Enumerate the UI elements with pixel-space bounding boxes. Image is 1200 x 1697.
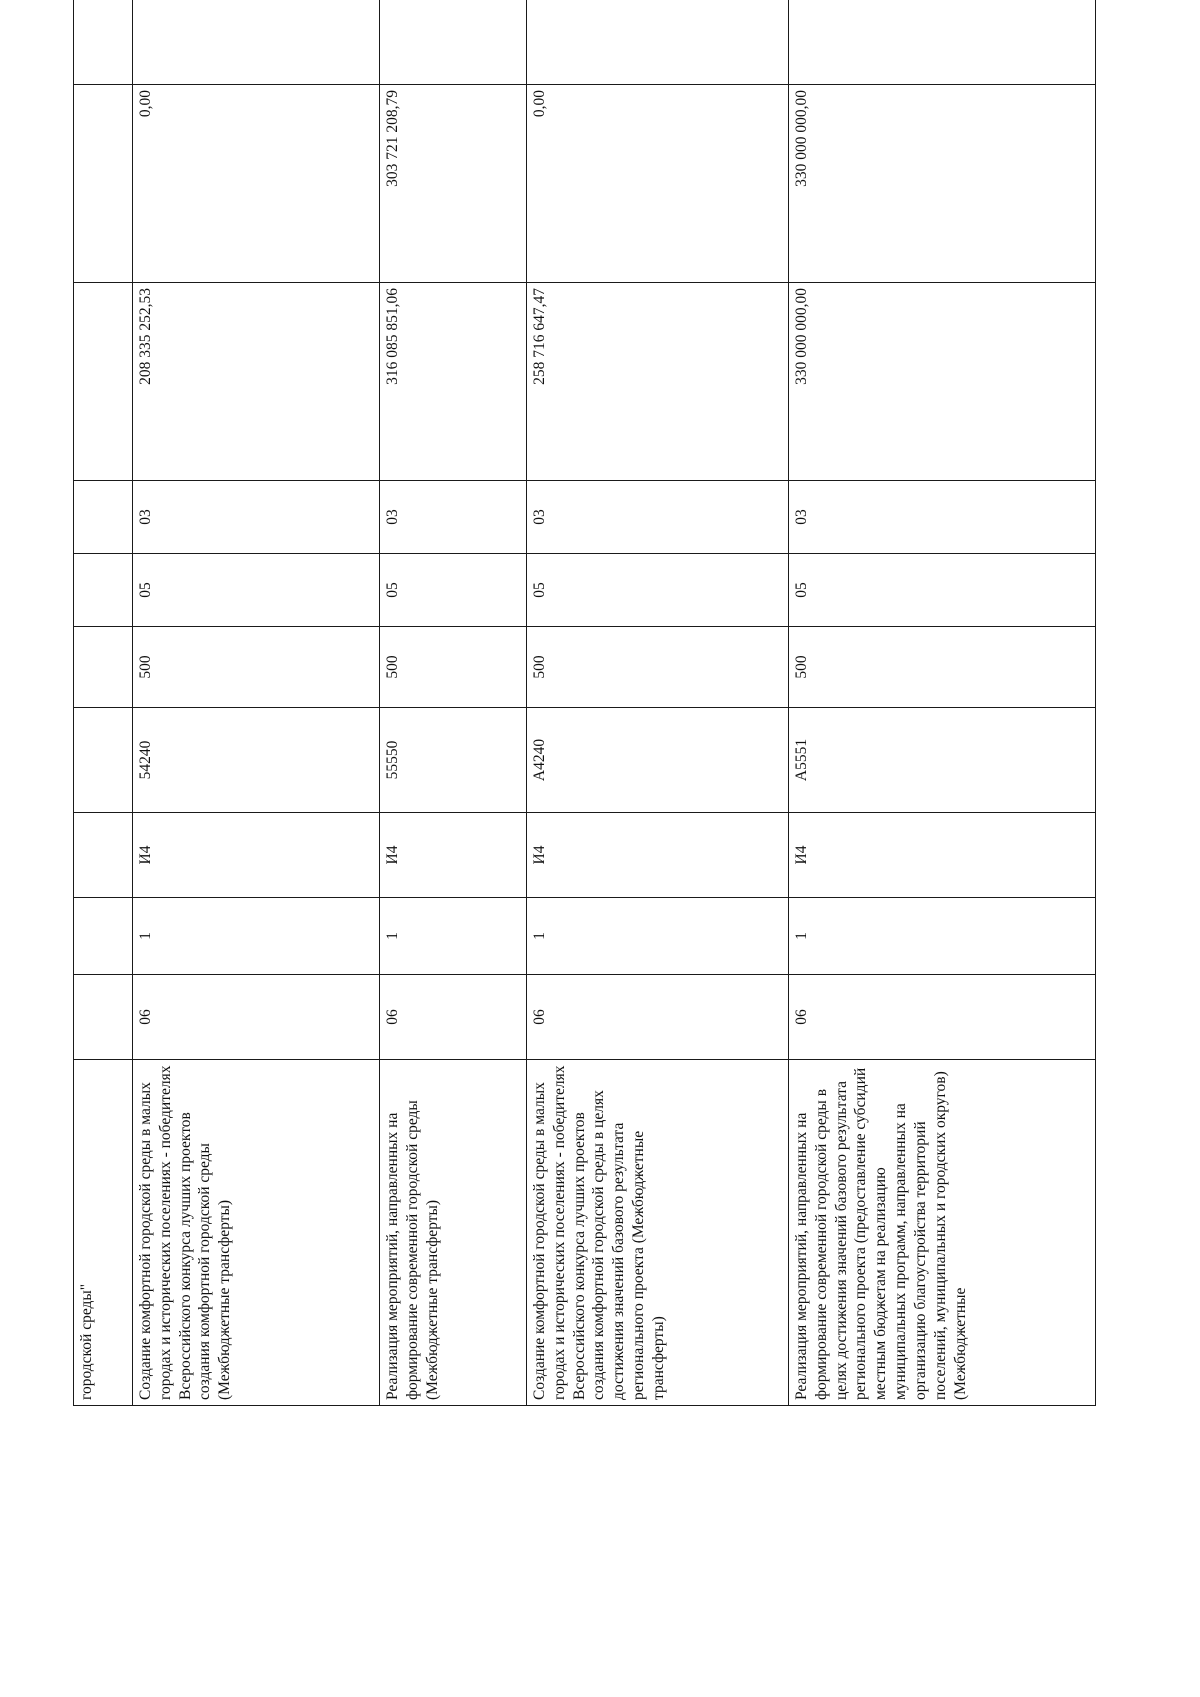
row-amount-year2: 0,00 — [133, 85, 380, 283]
row-code-section: 06 — [527, 975, 789, 1060]
row-title: Создание комфортной городской среды в малых городах и исторических поселениях - победителях Всероссийского конкурса лучших проектов создания комфортной городской среды (Межбюджетные трансферты) — [133, 1060, 380, 1406]
row-code-podrazdel: 03 — [133, 481, 380, 554]
row-code-section: 06 — [380, 975, 527, 1060]
row-code-expense-type — [74, 627, 133, 708]
row-code-podrazdel: 03 — [380, 481, 527, 554]
row-code-razdel: 05 — [133, 554, 380, 627]
row-amount-year1: 208 335 252,53 — [133, 283, 380, 481]
row-code-subsection: 1 — [380, 898, 527, 975]
row-code-section: 06 — [133, 975, 380, 1060]
row-code-subsection: 1 — [133, 898, 380, 975]
row-code-subsection: 1 — [789, 898, 1096, 975]
row-amount-year3 — [133, 0, 380, 85]
row-code-podrazdel: 03 — [789, 481, 1096, 554]
row-amount-year2: 0,00 — [527, 85, 789, 283]
budget-table — [73, 0, 1096, 1406]
row-code-razdel — [74, 554, 133, 627]
row-amount-year2: 303 721 208,79 — [380, 85, 527, 283]
row-code-podrazdel — [74, 481, 133, 554]
row-amount-year3 — [74, 0, 133, 85]
row-code-subsection: 1 — [527, 898, 789, 975]
row-amount-year2 — [74, 85, 133, 283]
row-code-razdel: 05 — [789, 554, 1096, 627]
row-title: Реализация мероприятий, направленных на формирование современной городской среды (Межбюджетные трансферты) — [380, 1060, 527, 1406]
row-amount-year3 — [380, 0, 527, 85]
row-code-section — [74, 975, 133, 1060]
row-code-program: И4 — [527, 813, 789, 898]
row-code-direction: А4240 — [527, 708, 789, 813]
row-code-podrazdel: 03 — [527, 481, 789, 554]
row-code-subsection — [74, 898, 133, 975]
row-code-program — [74, 813, 133, 898]
row-code-direction: 55550 — [380, 708, 527, 813]
row-code-section: 06 — [789, 975, 1096, 1060]
row-amount-year3 — [527, 0, 789, 85]
row-title: Создание комфортной городской среды в малых городах и исторических поселениях - победителях Всероссийского конкурса лучших проектов создания комфортной городской среды в целях достижения значений базового результата регионального проекта (Межбюджетные трансферты) — [527, 1060, 789, 1406]
row-amount-year1: 330 000 000,00 — [789, 283, 1096, 481]
row-code-direction: А5551 — [789, 708, 1096, 813]
row-code-expense-type: 500 — [133, 627, 380, 708]
row-code-expense-type: 500 — [380, 627, 527, 708]
row-code-expense-type: 500 — [789, 627, 1096, 708]
row-amount-year2: 330 000 000,00 — [789, 85, 1096, 283]
budget-table-container — [73, 0, 1073, 1406]
row-code-program: И4 — [133, 813, 380, 898]
row-code-program: И4 — [380, 813, 527, 898]
row-code-razdel: 05 — [527, 554, 789, 627]
row-code-direction — [74, 708, 133, 813]
table-row — [527, 0, 789, 1406]
row-code-expense-type: 500 — [527, 627, 789, 708]
table-row — [789, 0, 1096, 1406]
table-row — [74, 0, 133, 1406]
row-amount-year3 — [789, 0, 1096, 85]
row-title: городской среды" — [74, 1060, 133, 1406]
row-code-program: И4 — [789, 813, 1096, 898]
row-code-razdel: 05 — [380, 554, 527, 627]
row-amount-year1: 258 716 647,47 — [527, 283, 789, 481]
table-row — [380, 0, 527, 1406]
table-body — [74, 0, 1096, 1406]
row-title: Реализация мероприятий, направленных на формирование современной городской среды в целях достижения значений базового результата регионального проекта (предоставление субсидий местным бюджетам на реализацию муниципальных программ, направленных на организацию благоустройства территорий поселений, муниципальных и городских округов) (Межбюджетные — [789, 1060, 1096, 1406]
row-amount-year1 — [74, 283, 133, 481]
row-amount-year1: 316 085 851,06 — [380, 283, 527, 481]
row-code-direction: 54240 — [133, 708, 380, 813]
table-row — [133, 0, 380, 1406]
